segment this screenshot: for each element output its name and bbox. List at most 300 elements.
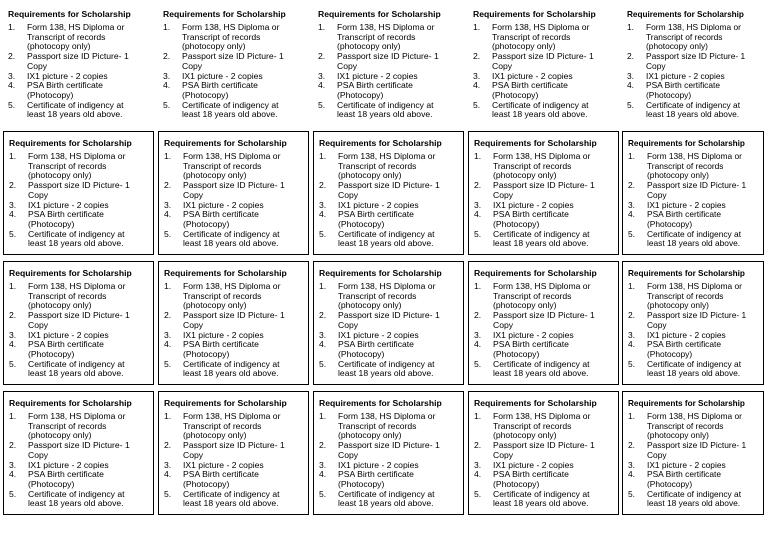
requirement-line: IX1 picture - 2 copies xyxy=(183,199,264,210)
requirement-line: least 18 years old above. xyxy=(647,238,741,249)
requirement-text xyxy=(493,412,618,441)
requirement-text xyxy=(28,412,153,441)
requirement-text xyxy=(493,340,618,359)
requirement-line: Transcript of records xyxy=(493,160,572,171)
requirement-line: IX1 picture - 2 copies xyxy=(647,459,726,470)
requirement-line: IX1 picture - 2 copies xyxy=(646,70,725,81)
requirement-text xyxy=(338,311,463,330)
requirement-number: 3. xyxy=(164,459,172,470)
requirement-number: 5. xyxy=(474,228,482,239)
requirement-text xyxy=(647,412,763,441)
requirement-line: Certificate of indigency at xyxy=(27,99,124,110)
card-title: Requirements for Scholarship xyxy=(628,399,745,408)
scholarship-card xyxy=(622,391,764,515)
scholarship-card xyxy=(3,3,154,125)
requirement-line: (Photocopy) xyxy=(28,348,75,359)
requirement-line: least 18 years old above. xyxy=(27,109,123,120)
requirement-number: 3. xyxy=(9,459,17,470)
requirement-item xyxy=(628,490,763,509)
requirement-text xyxy=(492,52,619,71)
requirements-list xyxy=(319,282,463,379)
requirement-line: (Photocopy) xyxy=(27,89,74,100)
card-title: Requirements for Scholarship xyxy=(319,398,442,408)
card-title: Requirements for Scholarship xyxy=(164,268,287,278)
requirement-text xyxy=(646,23,764,52)
requirement-line: Certificate of indigency at xyxy=(28,358,125,369)
requirement-number: 2. xyxy=(164,440,172,451)
requirement-number: 2. xyxy=(628,440,635,451)
requirement-item xyxy=(8,81,154,100)
scholarship-card xyxy=(158,261,309,385)
requirement-line: least 18 years old above. xyxy=(183,498,279,509)
requirement-line: PSA Birth certificate xyxy=(182,80,258,91)
requirement-line: (photocopy only) xyxy=(647,170,709,181)
requirement-line: Passport size ID Picture- 1 xyxy=(337,51,439,62)
requirement-text xyxy=(493,282,618,311)
requirement-text xyxy=(28,181,153,200)
requirement-line: PSA Birth certificate xyxy=(646,80,721,91)
requirement-text xyxy=(337,81,464,100)
requirement-text xyxy=(647,311,763,330)
requirement-item xyxy=(628,152,763,181)
requirement-line: Transcript of records xyxy=(338,160,417,171)
requirements-list xyxy=(164,412,308,509)
requirement-item xyxy=(474,230,618,249)
requirement-text xyxy=(338,412,463,441)
requirement-number: 4. xyxy=(628,469,635,480)
requirement-item xyxy=(164,470,308,489)
requirement-number: 2. xyxy=(474,310,482,321)
requirement-text xyxy=(338,210,463,229)
requirement-item xyxy=(318,81,464,100)
requirement-line: Copy xyxy=(183,449,204,460)
requirement-number: 1. xyxy=(318,22,326,32)
requirement-line: Passport size ID Picture- 1 xyxy=(493,310,595,321)
requirement-text xyxy=(493,441,618,460)
requirement-item xyxy=(164,490,308,509)
requirement-item xyxy=(164,412,308,441)
requirement-line: (photocopy only) xyxy=(27,41,91,52)
requirement-line: Copy xyxy=(27,60,48,71)
requirement-number: 3. xyxy=(164,329,172,340)
scholarship-card xyxy=(158,3,309,125)
requirement-text xyxy=(493,490,618,509)
requirement-line: Copy xyxy=(338,449,359,460)
requirement-number: 1. xyxy=(319,151,327,161)
requirement-line: Copy xyxy=(647,189,667,200)
requirement-item xyxy=(318,101,464,120)
requirement-number: 2. xyxy=(8,51,16,62)
requirement-item xyxy=(164,360,308,379)
requirement-line: IX1 picture - 2 copies xyxy=(182,70,263,81)
requirement-item xyxy=(319,340,463,359)
requirement-number: 5. xyxy=(473,99,481,110)
requirement-text xyxy=(493,230,618,249)
requirement-item xyxy=(163,81,309,100)
requirements-list xyxy=(628,282,763,379)
requirement-line: Passport size ID Picture- 1 xyxy=(338,180,440,191)
requirement-line: Form 138, HS Diploma or xyxy=(492,22,590,32)
requirement-line: Copy xyxy=(28,449,49,460)
requirement-line: Transcript of records xyxy=(183,290,262,301)
requirement-line: (photocopy only) xyxy=(182,41,246,52)
requirement-line: (Photocopy) xyxy=(647,218,693,229)
requirement-number: 1. xyxy=(473,22,481,32)
requirement-line: Certificate of indigency at xyxy=(182,99,279,110)
requirement-line: IX1 picture - 2 copies xyxy=(493,459,574,470)
requirement-line: Form 138, HS Diploma or xyxy=(647,411,742,421)
requirement-line: least 18 years old above. xyxy=(338,498,434,509)
requirement-number: 3. xyxy=(319,199,327,210)
requirement-number: 2. xyxy=(9,310,17,321)
requirement-item xyxy=(9,470,153,489)
requirement-item xyxy=(163,23,309,52)
requirement-number: 5. xyxy=(319,488,327,499)
requirement-item xyxy=(319,412,463,441)
requirement-line: Form 138, HS Diploma or xyxy=(182,22,280,32)
requirements-list xyxy=(163,23,309,120)
requirement-item xyxy=(319,210,463,229)
requirement-item xyxy=(474,360,618,379)
scholarship-card xyxy=(313,261,464,385)
requirement-line: PSA Birth certificate xyxy=(337,80,413,91)
requirement-item xyxy=(628,210,763,229)
requirement-item xyxy=(319,360,463,379)
requirement-text xyxy=(183,490,308,509)
requirement-text xyxy=(338,441,463,460)
requirement-line: least 18 years old above. xyxy=(28,238,124,249)
requirement-line: PSA Birth certificate xyxy=(493,469,569,480)
requirement-item xyxy=(627,101,764,120)
requirement-line: (photocopy only) xyxy=(28,300,92,311)
requirement-number: 1. xyxy=(474,281,482,291)
card-title: Requirements for Scholarship xyxy=(8,9,131,19)
requirements-list xyxy=(9,282,153,379)
requirement-line: Certificate of indigency at xyxy=(183,358,280,369)
requirement-item xyxy=(474,181,618,200)
requirement-line: Transcript of records xyxy=(647,290,724,301)
requirement-line: Transcript of records xyxy=(337,31,416,42)
card-title: Requirements for Scholarship xyxy=(9,268,132,278)
requirement-text xyxy=(338,490,463,509)
requirement-item xyxy=(319,282,463,311)
scholarship-card xyxy=(158,131,309,255)
requirement-number: 5. xyxy=(627,99,634,110)
requirement-line: (Photocopy) xyxy=(492,89,539,100)
requirement-line: Certificate of indigency at xyxy=(338,228,435,239)
requirement-number: 1. xyxy=(628,281,635,291)
scholarship-card xyxy=(468,3,619,125)
requirement-text xyxy=(27,81,154,100)
requirement-text xyxy=(493,311,618,330)
requirement-line: IX1 picture - 2 copies xyxy=(28,329,109,340)
requirement-number: 4. xyxy=(9,469,17,480)
requirement-text xyxy=(647,340,763,359)
requirement-item xyxy=(164,282,308,311)
requirements-list xyxy=(164,152,308,249)
requirement-item xyxy=(9,311,153,330)
requirement-text xyxy=(182,23,309,52)
requirement-line: Certificate of indigency at xyxy=(338,488,435,499)
requirement-line: Copy xyxy=(493,189,514,200)
requirement-line: (photocopy only) xyxy=(492,41,556,52)
requirement-item xyxy=(628,360,763,379)
requirement-text xyxy=(28,490,153,509)
requirement-item xyxy=(163,101,309,120)
requirement-number: 4. xyxy=(9,339,17,350)
requirement-number: 4. xyxy=(627,80,634,91)
card-title: Requirements for Scholarship xyxy=(9,398,132,408)
requirement-text xyxy=(28,360,153,379)
requirement-line: Passport size ID Picture- 1 xyxy=(338,310,440,321)
requirement-line: (photocopy only) xyxy=(647,430,709,441)
requirement-line: Form 138, HS Diploma or xyxy=(647,281,742,291)
requirement-line: (photocopy only) xyxy=(183,170,247,181)
requirement-text xyxy=(338,152,463,181)
requirement-line: Form 138, HS Diploma or xyxy=(338,411,436,421)
requirement-item xyxy=(9,152,153,181)
scholarship-card xyxy=(468,261,619,385)
requirement-line: PSA Birth certificate xyxy=(647,209,722,220)
requirement-number: 1. xyxy=(319,411,327,421)
requirement-line: IX1 picture - 2 copies xyxy=(183,329,264,340)
requirement-line: Certificate of indigency at xyxy=(493,358,590,369)
requirement-line: Certificate of indigency at xyxy=(646,99,741,110)
requirement-text xyxy=(647,441,763,460)
requirement-line: least 18 years old above. xyxy=(493,498,589,509)
requirement-line: Transcript of records xyxy=(647,160,724,171)
requirement-number: 1. xyxy=(9,151,17,161)
requirement-line: Transcript of records xyxy=(492,31,571,42)
requirement-line: PSA Birth certificate xyxy=(27,80,103,91)
scholarship-card xyxy=(622,261,764,385)
requirement-number: 1. xyxy=(164,281,172,291)
requirement-text xyxy=(27,101,154,120)
scholarship-card xyxy=(158,391,309,515)
requirement-number: 2. xyxy=(628,180,635,191)
requirement-number: 3. xyxy=(627,70,634,81)
requirement-number: 5. xyxy=(163,99,171,110)
requirement-text xyxy=(27,23,154,52)
card-title: Requirements for Scholarship xyxy=(9,138,132,148)
requirement-number: 2. xyxy=(9,440,17,451)
requirement-line: least 18 years old above. xyxy=(28,368,124,379)
requirement-line: Certificate of indigency at xyxy=(493,488,590,499)
requirement-text xyxy=(28,311,153,330)
requirement-line: Passport size ID Picture- 1 xyxy=(647,310,747,321)
requirement-line: Passport size ID Picture- 1 xyxy=(28,310,130,321)
requirement-item xyxy=(473,101,619,120)
requirement-line: IX1 picture - 2 copies xyxy=(337,70,418,81)
requirement-item xyxy=(474,412,618,441)
requirement-item xyxy=(164,181,308,200)
requirement-text xyxy=(183,282,308,311)
requirement-line: (Photocopy) xyxy=(28,478,75,489)
requirement-number: 4. xyxy=(319,469,327,480)
requirement-line: least 18 years old above. xyxy=(646,109,740,120)
requirements-list xyxy=(319,412,463,509)
requirement-item xyxy=(628,230,763,249)
requirement-number: 2. xyxy=(164,310,172,321)
requirement-text xyxy=(492,23,619,52)
requirement-text xyxy=(28,340,153,359)
requirement-line: Passport size ID Picture- 1 xyxy=(27,51,129,62)
requirement-number: 2. xyxy=(164,180,172,191)
requirements-list xyxy=(8,23,154,120)
requirement-line: Copy xyxy=(493,449,514,460)
requirement-line: (photocopy only) xyxy=(28,430,92,441)
requirement-line: PSA Birth certificate xyxy=(647,339,722,350)
requirement-item xyxy=(9,282,153,311)
requirement-line: Form 138, HS Diploma or xyxy=(647,151,742,161)
requirement-line: Certificate of indigency at xyxy=(493,228,590,239)
requirement-line: PSA Birth certificate xyxy=(183,469,259,480)
requirement-number: 3. xyxy=(319,329,327,340)
requirement-line: Transcript of records xyxy=(28,420,107,431)
requirement-number: 2. xyxy=(474,440,482,451)
requirement-line: (Photocopy) xyxy=(493,348,540,359)
requirement-text xyxy=(182,101,309,120)
requirement-line: Transcript of records xyxy=(183,420,262,431)
requirement-text xyxy=(183,340,308,359)
scholarship-card xyxy=(313,3,464,125)
requirement-line: least 18 years old above. xyxy=(492,109,588,120)
card-title: Requirements for Scholarship xyxy=(628,269,745,278)
requirement-item xyxy=(473,52,619,71)
requirement-text xyxy=(338,340,463,359)
requirement-text xyxy=(28,441,153,460)
requirement-number: 2. xyxy=(474,180,482,191)
requirement-line: IX1 picture - 2 copies xyxy=(183,459,264,470)
requirement-line: Form 138, HS Diploma or xyxy=(493,281,591,291)
requirement-line: Form 138, HS Diploma or xyxy=(27,22,125,32)
requirement-number: 5. xyxy=(9,358,17,369)
requirement-line: Transcript of records xyxy=(183,160,262,171)
requirement-number: 5. xyxy=(164,488,172,499)
requirement-number: 1. xyxy=(9,411,17,421)
requirement-line: IX1 picture - 2 copies xyxy=(493,329,574,340)
requirement-line: least 18 years old above. xyxy=(493,368,589,379)
requirement-line: Transcript of records xyxy=(493,420,572,431)
requirement-item xyxy=(627,81,764,100)
requirement-line: Copy xyxy=(338,189,359,200)
requirements-list xyxy=(628,412,763,509)
requirement-item xyxy=(627,52,764,71)
requirement-text xyxy=(493,360,618,379)
requirement-number: 1. xyxy=(628,151,635,161)
requirement-line: (photocopy only) xyxy=(647,300,709,311)
requirement-number: 3. xyxy=(474,459,482,470)
requirements-list xyxy=(474,152,618,249)
requirement-item xyxy=(9,360,153,379)
requirement-number: 2. xyxy=(318,51,326,62)
requirement-item xyxy=(319,470,463,489)
requirement-number: 3. xyxy=(164,199,172,210)
requirement-number: 4. xyxy=(164,469,172,480)
requirement-number: 5. xyxy=(164,358,172,369)
requirement-text xyxy=(492,101,619,120)
requirement-text xyxy=(338,360,463,379)
scholarship-card xyxy=(622,131,764,255)
requirement-line: PSA Birth certificate xyxy=(183,209,259,220)
requirement-text xyxy=(28,470,153,489)
scholarship-card xyxy=(313,131,464,255)
requirement-item xyxy=(474,470,618,489)
requirement-line: Transcript of records xyxy=(493,290,572,301)
requirement-text xyxy=(493,210,618,229)
card-title: Requirements for Scholarship xyxy=(474,268,597,278)
requirement-line: Form 138, HS Diploma or xyxy=(183,281,281,291)
requirement-line: Certificate of indigency at xyxy=(28,228,125,239)
requirement-line: Form 138, HS Diploma or xyxy=(337,22,435,32)
requirement-item xyxy=(8,52,154,71)
requirement-number: 1. xyxy=(474,411,482,421)
requirement-number: 4. xyxy=(474,209,482,220)
requirement-number: 5. xyxy=(318,99,326,110)
requirement-line: (photocopy only) xyxy=(183,430,247,441)
requirement-line: Transcript of records xyxy=(338,420,417,431)
requirement-line: Certificate of indigency at xyxy=(183,488,280,499)
requirement-line: (photocopy only) xyxy=(493,430,557,441)
requirement-text xyxy=(338,181,463,200)
requirement-line: (photocopy only) xyxy=(338,430,402,441)
requirement-line: Form 138, HS Diploma or xyxy=(28,151,126,161)
requirement-number: 1. xyxy=(163,22,171,32)
requirement-number: 2. xyxy=(473,51,481,62)
scholarship-card xyxy=(3,261,154,385)
requirement-number: 3. xyxy=(474,329,482,340)
card-title: Requirements for Scholarship xyxy=(628,139,745,148)
requirement-text xyxy=(646,81,764,100)
requirement-line: IX1 picture - 2 copies xyxy=(493,199,574,210)
requirement-text xyxy=(647,181,763,200)
requirement-line: PSA Birth certificate xyxy=(492,80,568,91)
requirement-line: Passport size ID Picture- 1 xyxy=(28,180,130,191)
requirement-number: 2. xyxy=(319,440,327,451)
requirement-line: Passport size ID Picture- 1 xyxy=(647,440,747,451)
requirement-line: (Photocopy) xyxy=(183,218,230,229)
requirement-number: 5. xyxy=(164,228,172,239)
requirement-number: 2. xyxy=(628,310,635,321)
requirement-line: (Photocopy) xyxy=(493,218,540,229)
requirement-text xyxy=(647,360,763,379)
requirement-line: Form 138, HS Diploma or xyxy=(183,411,281,421)
requirement-line: Certificate of indigency at xyxy=(492,99,589,110)
requirement-line: (Photocopy) xyxy=(338,348,385,359)
requirement-text xyxy=(338,470,463,489)
requirement-number: 3. xyxy=(163,70,171,81)
requirement-item xyxy=(164,441,308,460)
requirement-line: Passport size ID Picture- 1 xyxy=(492,51,594,62)
card-title: Requirements for Scholarship xyxy=(474,138,597,148)
requirement-item xyxy=(9,230,153,249)
requirement-item xyxy=(9,210,153,229)
requirement-item xyxy=(9,490,153,509)
requirement-text xyxy=(337,52,464,71)
requirement-line: (Photocopy) xyxy=(183,478,230,489)
requirement-line: Transcript of records xyxy=(646,31,723,42)
requirement-line: PSA Birth certificate xyxy=(338,209,414,220)
requirement-line: Copy xyxy=(647,449,667,460)
requirement-item xyxy=(318,23,464,52)
requirement-line: IX1 picture - 2 copies xyxy=(647,199,726,210)
requirement-text xyxy=(647,230,763,249)
requirement-line: (photocopy only) xyxy=(493,170,557,181)
scholarship-card xyxy=(313,391,464,515)
requirement-item xyxy=(9,181,153,200)
card-title: Requirements for Scholarship xyxy=(318,9,441,19)
requirement-number: 4. xyxy=(9,209,17,220)
